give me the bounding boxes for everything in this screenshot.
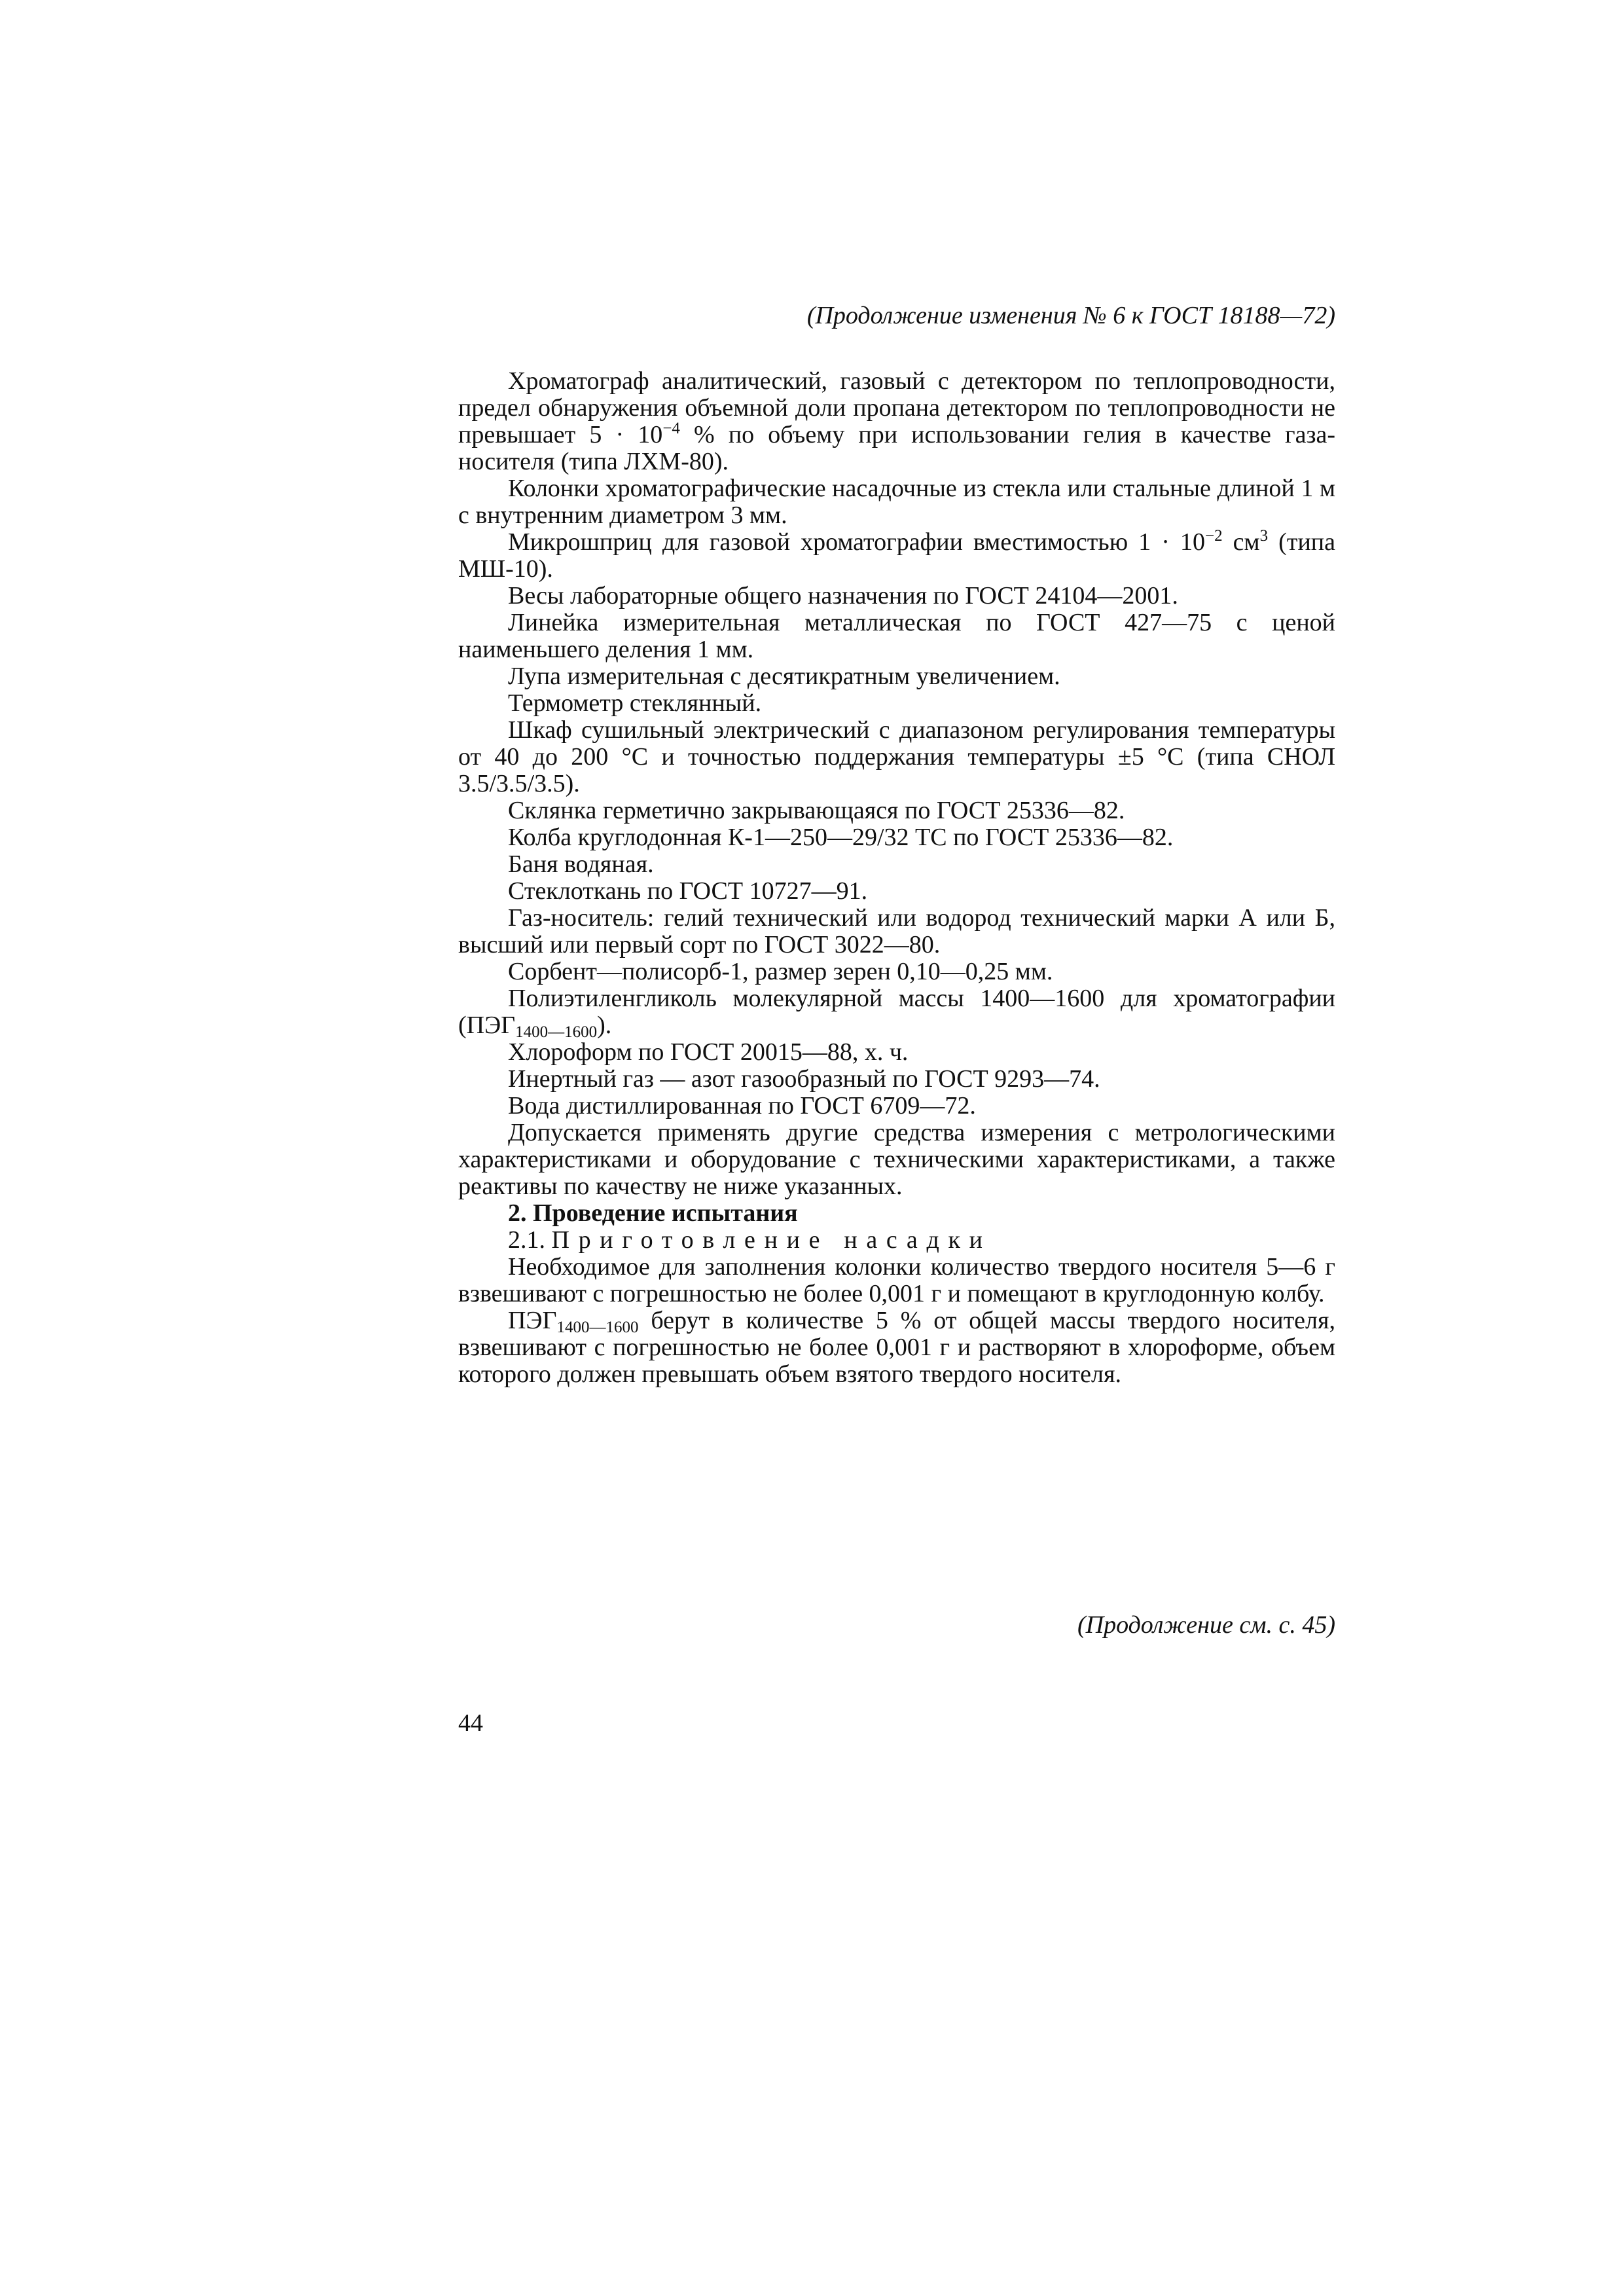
page-number: 44 — [458, 1709, 483, 1737]
peg-prep-text: берут в количестве 5 % от общей массы твердого носителя, взвешивают с погрешностью не более 0,001 г и растворяют в хлороформе, объем которого должен превышать объем взятого твердого носителя. — [458, 1307, 1335, 1388]
paragraph-peg-preparation — [458, 1307, 1335, 1388]
peg-subscript: 1400—1600 — [515, 1023, 598, 1041]
paragraph-carrier-gas: Газ-носитель: гелий технический или водород технический марки А или Б, высший или первый сорт по ГОСТ 3022—80. — [458, 904, 1335, 958]
section-heading: 2. Проведение испытания — [508, 1199, 798, 1227]
paragraph-columns: Колонки хроматографические насадочные из стекла или стальные длиной 1 м с внутренним диаметром 3 мм. — [458, 475, 1335, 529]
paragraph-ruler: Линейка измерительная металлическая по ГОСТ 427—75 с ценой наименьшего деления 1 мм. — [458, 609, 1335, 663]
continuation-header: (Продолжение изменения № 6 к ГОСТ 18188—72) — [806, 302, 1335, 329]
subsection-title: Приготовление насадки — [551, 1226, 992, 1254]
paragraph-water-bath: Баня водяная. — [508, 850, 654, 878]
microsyringe-unit-exponent: 3 — [1259, 527, 1269, 545]
peg-prep-subscript: 1400—1600 — [556, 1319, 639, 1336]
paragraph-flask: Колба круглодонная К-1—250—29/32 ТС по ГОСТ 25336—82. — [508, 824, 1174, 851]
paragraph-chromatograph — [458, 368, 1335, 475]
paragraph-carrier-preparation: Необходимое для заполнения колонки количество твердого носителя 5—6 г взвешивают с погрешностью не более 0,001 г и помещают в круглодонную колбу. — [458, 1253, 1335, 1307]
paragraph-inert-gas: Инертный газ — азот газообразный по ГОСТ 9293—74. — [508, 1065, 1100, 1093]
microsyringe-unit: см — [1222, 528, 1260, 556]
paragraph-distilled-water: Вода дистиллированная по ГОСТ 6709—72. — [508, 1092, 976, 1120]
chromatograph-exponent: −4 — [662, 420, 680, 437]
paragraph-sorbent: Сорбент—полисорб-1, размер зерен 0,10—0,25 мм. — [508, 958, 1053, 985]
chromatograph-text-end: % по объему при использовании гелия в качестве газа-носителя (типа ЛХМ-80). — [458, 421, 1335, 475]
subsection-heading — [458, 1227, 1335, 1254]
paragraph-scales: Весы лабораторные общего назначения по ГОСТ 24104—2001. — [508, 582, 1178, 610]
peg-prep-prefix: ПЭГ — [508, 1307, 557, 1334]
microsyringe-text: Микрошприц для газовой хроматографии вместимостью 1 · 10 — [508, 528, 1205, 556]
paragraph-alternatives: Допускается применять другие средства измерения с метрологическими характеристиками и оборудование с техническими характеристиками, а также реактивы по качеству не ниже указанных. — [458, 1119, 1335, 1200]
document-body — [458, 368, 1335, 1388]
peg-text-end: ). — [597, 1011, 612, 1039]
paragraph-fiberglass: Стеклоткань по ГОСТ 10727—91. — [508, 877, 868, 905]
paragraph-peg — [458, 985, 1335, 1039]
paragraph-vial: Склянка герметично закрывающаяся по ГОСТ 25336—82. — [508, 797, 1125, 824]
continuation-footer: (Продолжение см. с. 45) — [1077, 1611, 1335, 1639]
paragraph-microsyringe — [458, 529, 1335, 583]
peg-text: Полиэтиленгликоль молекулярной массы 1400—1600 для хроматографии (ПЭГ — [458, 985, 1335, 1039]
paragraph-thermometer: Термометр стеклянный. — [508, 689, 762, 717]
paragraph-magnifier: Лупа измерительная с десятикратным увеличением. — [508, 663, 1060, 690]
paragraph-drying-cabinet: Шкаф сушильный электрический с диапазоном регулирования температуры от 40 до 200 °С и точностью поддержания температуры ±5 °С (типа СНОЛ 3.5/3.5/3.5). — [458, 716, 1335, 797]
microsyringe-exponent: −2 — [1205, 527, 1223, 545]
paragraph-chloroform: Хлороформ по ГОСТ 20015—88, х. ч. — [508, 1038, 909, 1066]
microsyringe-text-end: (типа МШ-10). — [458, 528, 1335, 583]
subsection-number: 2.1. — [508, 1226, 545, 1254]
chromatograph-text: Хроматограф аналитический, газовый с детектором по теплопроводности, предел обнаружения объемной доли пропана детектором по теплопроводности не превышает 5 · 10 — [458, 367, 1335, 448]
